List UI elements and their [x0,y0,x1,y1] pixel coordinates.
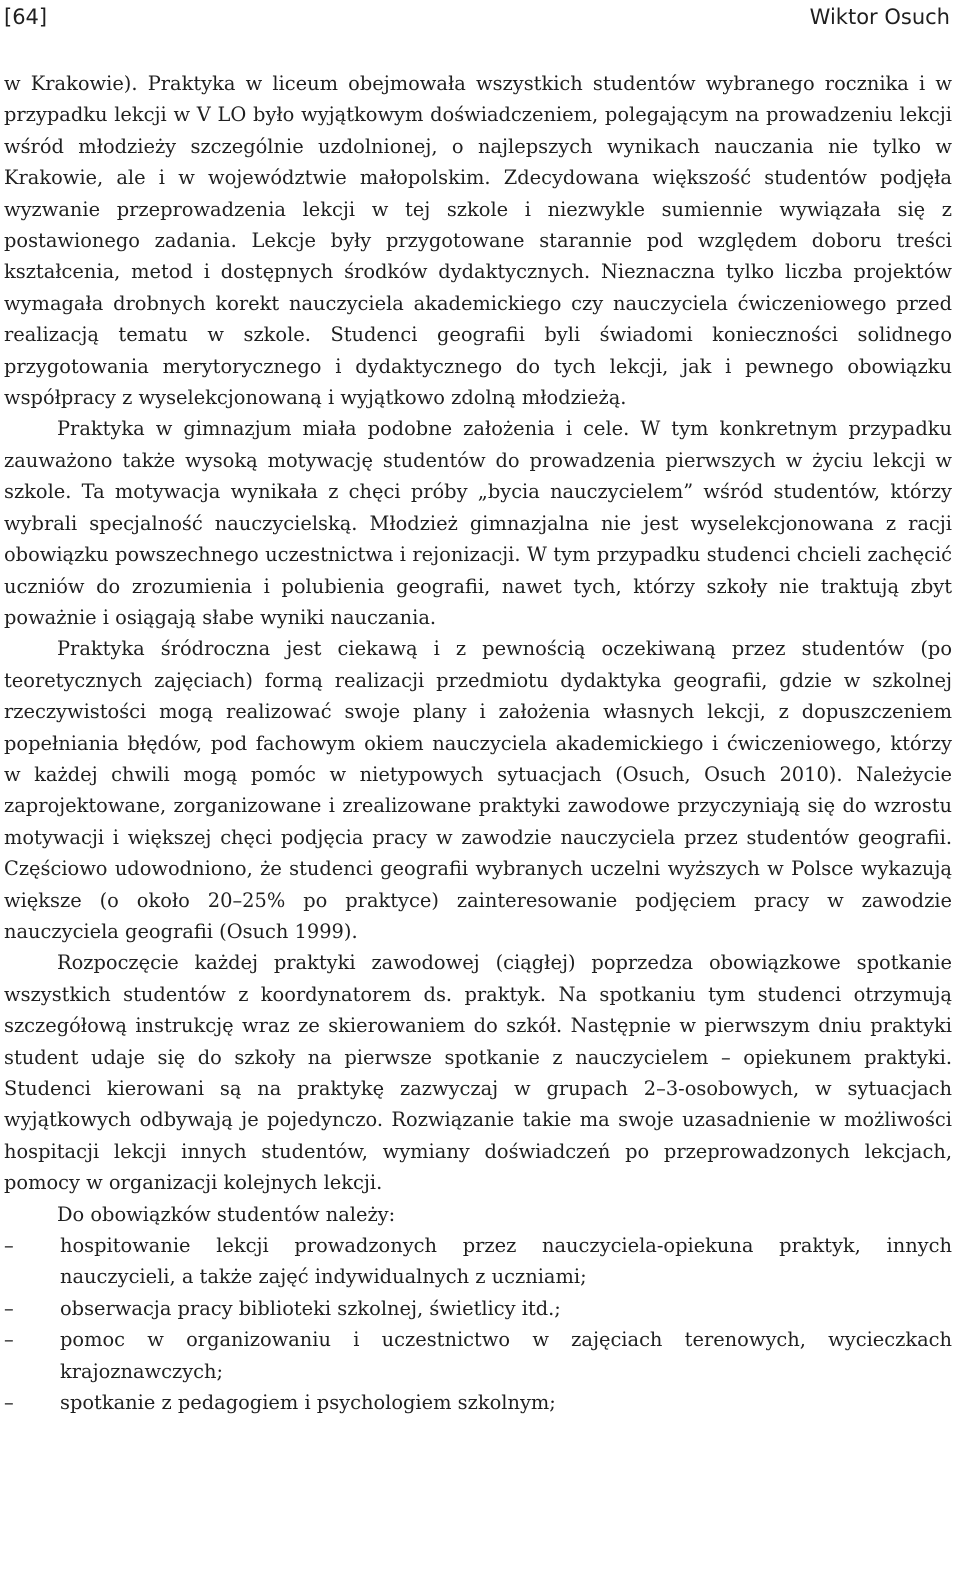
paragraph-4: Rozpoczęcie każdej praktyki zawodowej (ciągłej) poprzedza obowiązkowe spotkanie wszystkich studentów z koordynatorem ds. praktyk. Na spotkaniu tym studenci otrzymują szczegółową instrukcję wraz ze skierowaniem do szkół. Następnie w pierwszym dniu praktyki student udaje się do szkoły na pierwsze spotkanie z nauczycielem – opiekunem praktyki. Studenci kierowani są na praktykę zazwyczaj w grupach 2–3-osobowych, w sytuacjach wyjątkowych odbywają je pojedynczo. Rozwiązanie takie ma swoje uzasadnienie w możliwości hospitacji lekcji innych studentów, wymiany doświadczeń po przeprowadzonych lekcjach, pomocy w organizacji kolejnych lekcji. [4,951,952,1195]
list-item-text: spotkanie z pedagogiem i psychologiem szkolnym; [60,1391,556,1415]
list-item [4,1387,952,1418]
list-item [4,1230,952,1293]
list-item-text: obserwacja pracy biblioteki szkolnej, świetlicy itd.; [60,1296,561,1320]
page-header [0,0,960,40]
paragraph-2: Praktyka w gimnazjum miała podobne założenia i cele. W tym konkretnym przypadku zauważono także wysoką motywację studentów do prowadzenia pierwszych w życiu lekcji w szkole. Ta motywacja wynikała z chęci próby „bycia nauczycielem” wśród studentów, którzy wybrali specjalność nauczycielską. Młodzież gimnazjalna nie jest wyselekcjonowana z racji obowiązku powszechnego uczestnictwa i rejonizacji. W tym przypadku studenci chcieli zachęcić uczniów do zrozumienia i polubienia geografii, nawet tych, którzy szkoły nie traktują zbyt poważnie i osiągają słabe wyniki nauczania. [4,417,952,629]
paragraph-3: Praktyka śródroczna jest ciekawą i z pewnością oczekiwaną przez studentów (po teoretycznych zajęciach) formą realizacji przedmiotu dydaktyka geografii, gdzie w szkolnej rzeczywistości mogą realizować swoje plany i założenia własnych lekcji, z dopuszczeniem popełniania błędów, pod fachowym okiem nauczyciela akademickiego i ćwiczeniowego, którzy w każdej chwili mogą pomóc w nietypowych sytuacjach (Osuch, Osuch 2010). Należycie zaprojektowane, zorganizowane i zrealizowane praktyki zawodowe przyczyniają się do wzrostu motywacji i większej chęci podjęcia pracy w zawodzie nauczyciela przez studentów geografii. Częściowo udowodniono, że studenci geografii wybranych uczelni wyższych w Polsce wykazują większe (o około 20–25% po praktyce) zainteresowanie podjęciem pracy w zawodzie nauczyciela geografii (Osuch 1999). [4,637,952,943]
list-item [4,1293,952,1324]
dash-bullet: – [4,1296,14,1320]
paragraph-1: w Krakowie). Praktyka w liceum obejmowała wszystkich studentów wybranego rocznika i w przypadku lekcji w V LO było wyjątkowym doświadczeniem, polegającym na prowadzeniu lekcji wśród młodzieży szczególnie uzdolnionej, o najlepszych wynikach nauczania nie tylko w Krakowie, ale i w województwie małopolskim. Zdecydowana większość studentów podjęła wyzwanie przeprowadzenia lekcji w tej szkole i niezwykle sumiennie wywiązała się z postawionego zadania. Lekcje były przygotowane starannie pod względem doboru treści kształcenia, metod i dostępnych środków dydaktycznych. Nieznaczna tylko liczba projektów wymagała drobnych korekt nauczyciela akademickiego czy nauczyciela ćwiczeniowego przed realizacją tematu w szkole. Studenci geografii byli świadomi konieczności solidnego przygotowania merytorycznego i dydaktycznego do tych lekcji, jak i pewnego obowiązku współpracy z wyselekcjonowaną i wyjątkowo zdolną młodzieżą. [4,72,952,410]
list-item-text: pomoc w organizowaniu i uczestnictwo w zajęciach terenowych, wycieczkach krajoznawczych; [60,1328,952,1383]
list-item-text: hospitowanie lekcji prowadzonych przez nauczyciela-opiekuna praktyk, innych nauczycieli, a także zajęć indywidualnych z uczniami; [60,1234,952,1289]
page-number: [64] [4,5,48,29]
body-text [4,68,952,1418]
dash-bullet: – [4,1328,14,1352]
dash-bullet: – [4,1234,14,1258]
running-header-author: Wiktor Osuch [809,5,950,29]
duties-list [4,1230,952,1418]
list-intro: Do obowiązków studentów należy: [57,1202,396,1226]
dash-bullet: – [4,1391,14,1415]
list-item [4,1324,952,1387]
